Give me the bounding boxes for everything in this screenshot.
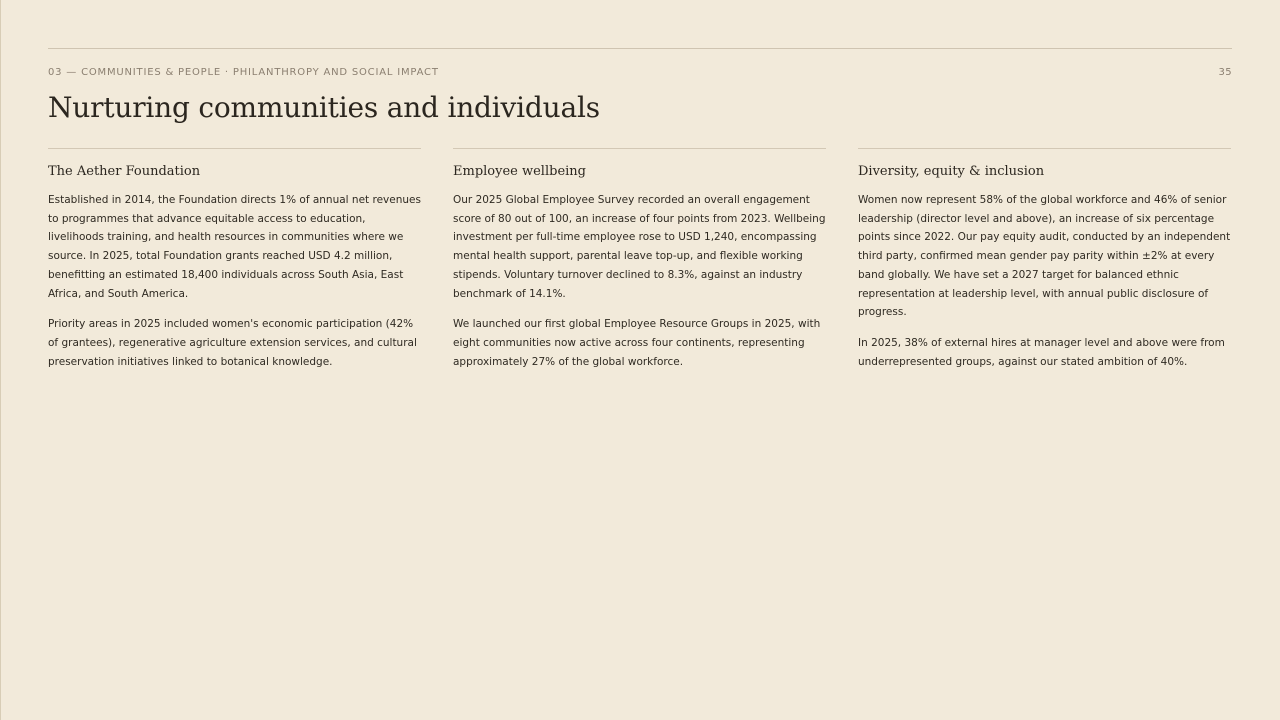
column-diversity-equity-inclusion xyxy=(858,148,1231,371)
body-paragraph: Priority areas in 2025 included women's economic participation (42% of grantees), regenerative agriculture extension services, and cultural preservation initiatives linked to botanical knowledge. xyxy=(48,318,417,368)
body-paragraph: Women now represent 58% of the global workforce and 46% of senior leadership (director level and above), an increase of six percentage points since 2022. Our pay equity audit, conducted by an independent third party, confirmed mean gender pay parity within ±2% at every band globally. We have set a 2027 target for balanced ethnic representation at leadership level, with annual public disclosure of progress. xyxy=(858,194,1231,319)
running-header xyxy=(48,65,1232,81)
column-divider xyxy=(453,148,826,149)
column-employee-wellbeing xyxy=(453,148,826,371)
content-columns xyxy=(48,148,1232,371)
page-left-edge xyxy=(0,0,1,720)
top-divider xyxy=(48,48,1232,49)
page-title: Nurturing communities and individuals xyxy=(48,91,600,124)
column-heading: Diversity, equity & inclusion xyxy=(858,164,1045,179)
column-aether-foundation xyxy=(48,148,421,371)
column-heading: The Aether Foundation xyxy=(48,164,201,179)
body-paragraph: We launched our first global Employee Resource Groups in 2025, with eight communities now active across four continents, representing approximately 27% of the global workforce. xyxy=(453,318,821,368)
body-paragraph: Established in 2014, the Foundation directs 1% of annual net revenues to programmes that advance equitable access to education, livelihoods training, and health resources in communities where we source. In 2025, total Foundation grants reached USD 4.2 million, benefitting an estimated 18,400 individuals across South Asia, East Africa, and South America. xyxy=(48,194,421,300)
page-number: 35 xyxy=(1218,67,1232,78)
section-kicker: 03 — COMMUNITIES & PEOPLE · PHILANTHROPY AND SOCIAL IMPACT xyxy=(48,67,439,78)
column-divider xyxy=(858,148,1231,149)
column-heading: Employee wellbeing xyxy=(453,164,586,179)
report-page xyxy=(48,48,1232,371)
column-divider xyxy=(48,148,421,149)
body-paragraph: In 2025, 38% of external hires at manager level and above were from underrepresented groups, against our stated ambition of 40%. xyxy=(858,336,1225,368)
body-paragraph: Our 2025 Global Employee Survey recorded an overall engagement score of 80 out of 100, an increase of four points from 2023. Wellbeing investment per full-time employee rose to USD 1,240, encompassing mental health support, parental leave top-up, and flexible working stipends. Voluntary turnover declined to 8.3%, against an industry benchmark of 14.1%. xyxy=(453,194,826,300)
